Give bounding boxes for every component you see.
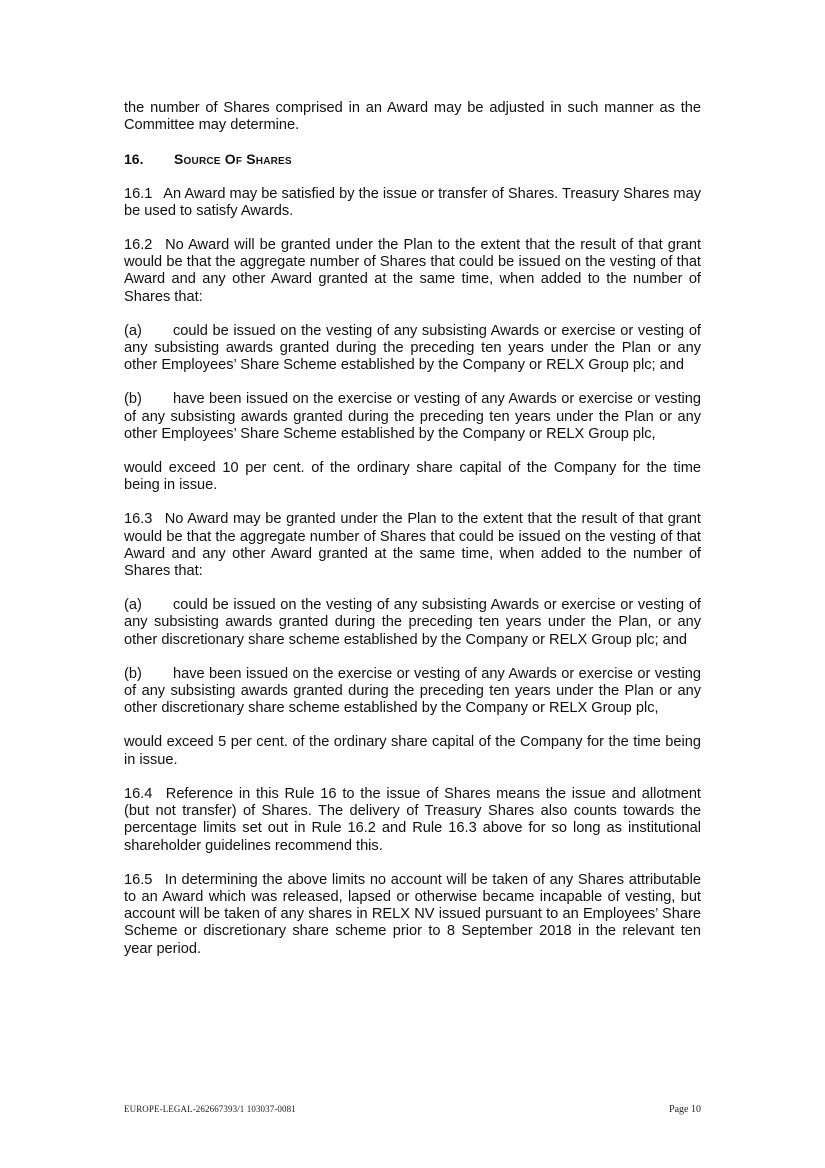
clause-text: No Award may be granted under the Plan to the extent that the result of that grant would be that the aggregate number of Shares that could be issued on the vesting of that Award and any other Award granted at the same time, when added to the number of Shares that: <box>124 511 701 580</box>
sub-clause-label: (b) <box>124 391 142 408</box>
clause-text: An Award may be satisfied by the issue or transfer of Shares. Treasury Shares may be used to satisfy Awards. <box>124 185 701 219</box>
clause-16-2-b <box>124 391 701 443</box>
clause-text: No Award will be granted under the Plan to the extent that the result of that grant would be that the aggregate number of Shares that could be issued on the vesting of that Award and any other Award granted at the same time, when added to the number of Shares that: <box>124 237 701 305</box>
clause-number: 16.4 <box>124 785 153 802</box>
clause-number: 16.2 <box>124 237 153 254</box>
clause-16-2-tail: would exceed 10 per cent. of the ordinary share capital of the Company for the time being in issue. <box>124 460 701 494</box>
clause-number: 16.1 <box>124 185 153 202</box>
clause-16-3 <box>124 511 701 580</box>
intro-continuation: the number of Shares comprised in an Award may be adjusted in such manner as the Committee may determine. <box>124 100 701 134</box>
document-body <box>124 100 701 975</box>
clause-16-3-a <box>124 597 701 649</box>
sub-clause-label: (b) <box>124 665 142 682</box>
sub-clause-label: (a) <box>124 597 142 614</box>
sub-clause-text: have been issued on the exercise or vesting of any Awards or exercise or vesting of any subsisting awards granted during the preceding ten years under the Plan or any other discretionary share scheme established by the Company or RELX Group plc, <box>124 665 701 717</box>
section-heading <box>124 151 701 168</box>
section-title: Source Of Shares <box>174 151 292 168</box>
clause-16-3-tail: would exceed 5 per cent. of the ordinary share capital of the Company for the time being in issue. <box>124 734 701 768</box>
clause-16-2-a <box>124 323 701 375</box>
clause-text: In determining the above limits no account will be taken of any Shares attributable to an Award which was released, lapsed or otherwise became incapable of vesting, but account will be taken of any shares in RELX NV issued pursuant to an Employees’ Share Scheme or discretionary share scheme prior to 8 September 2018 in the relevant ten year period. <box>124 871 701 957</box>
clause-16-2 <box>124 237 701 306</box>
clause-16-5 <box>124 872 701 958</box>
clause-16-3-b <box>124 666 701 718</box>
clause-number: 16.5 <box>124 871 153 888</box>
sub-clause-label: (a) <box>124 322 142 339</box>
section-number: 16. <box>124 151 144 168</box>
sub-clause-text: have been issued on the exercise or vesting of any Awards or exercise or vesting of any subsisting awards granted during the preceding ten years under the Plan or any other Employees’ Share Scheme established by the Company or RELX Group plc, <box>124 391 701 442</box>
sub-clause-text: could be issued on the vesting of any subsisting Awards or exercise or vesting of any subsisting awards granted during the preceding ten years under the Plan or any other Employees’ Share Scheme established by the Company or RELX Group plc; and <box>124 322 701 374</box>
clause-number: 16.3 <box>124 511 153 528</box>
clause-text: Reference in this Rule 16 to the issue of Shares means the issue and allotment (but not transfer) of Shares. The delivery of Treasury Shares also counts towards the percentage limits set out in Rule 16.2 and Rule 16.3 above for so long as institutional shareholder guidelines recommend this. <box>124 785 701 854</box>
page-number: Page 10 <box>669 1104 701 1115</box>
clause-16-4 <box>124 786 701 855</box>
sub-clause-text: could be issued on the vesting of any subsisting Awards or exercise or vesting of any subsisting awards granted during the preceding ten years under the Plan, or any other discretionary share scheme established by the Company or RELX Group plc; and <box>124 597 701 648</box>
clause-16-1 <box>124 186 701 220</box>
document-reference: EUROPE-LEGAL-262667393/1 103037-0081 <box>124 1104 296 1114</box>
